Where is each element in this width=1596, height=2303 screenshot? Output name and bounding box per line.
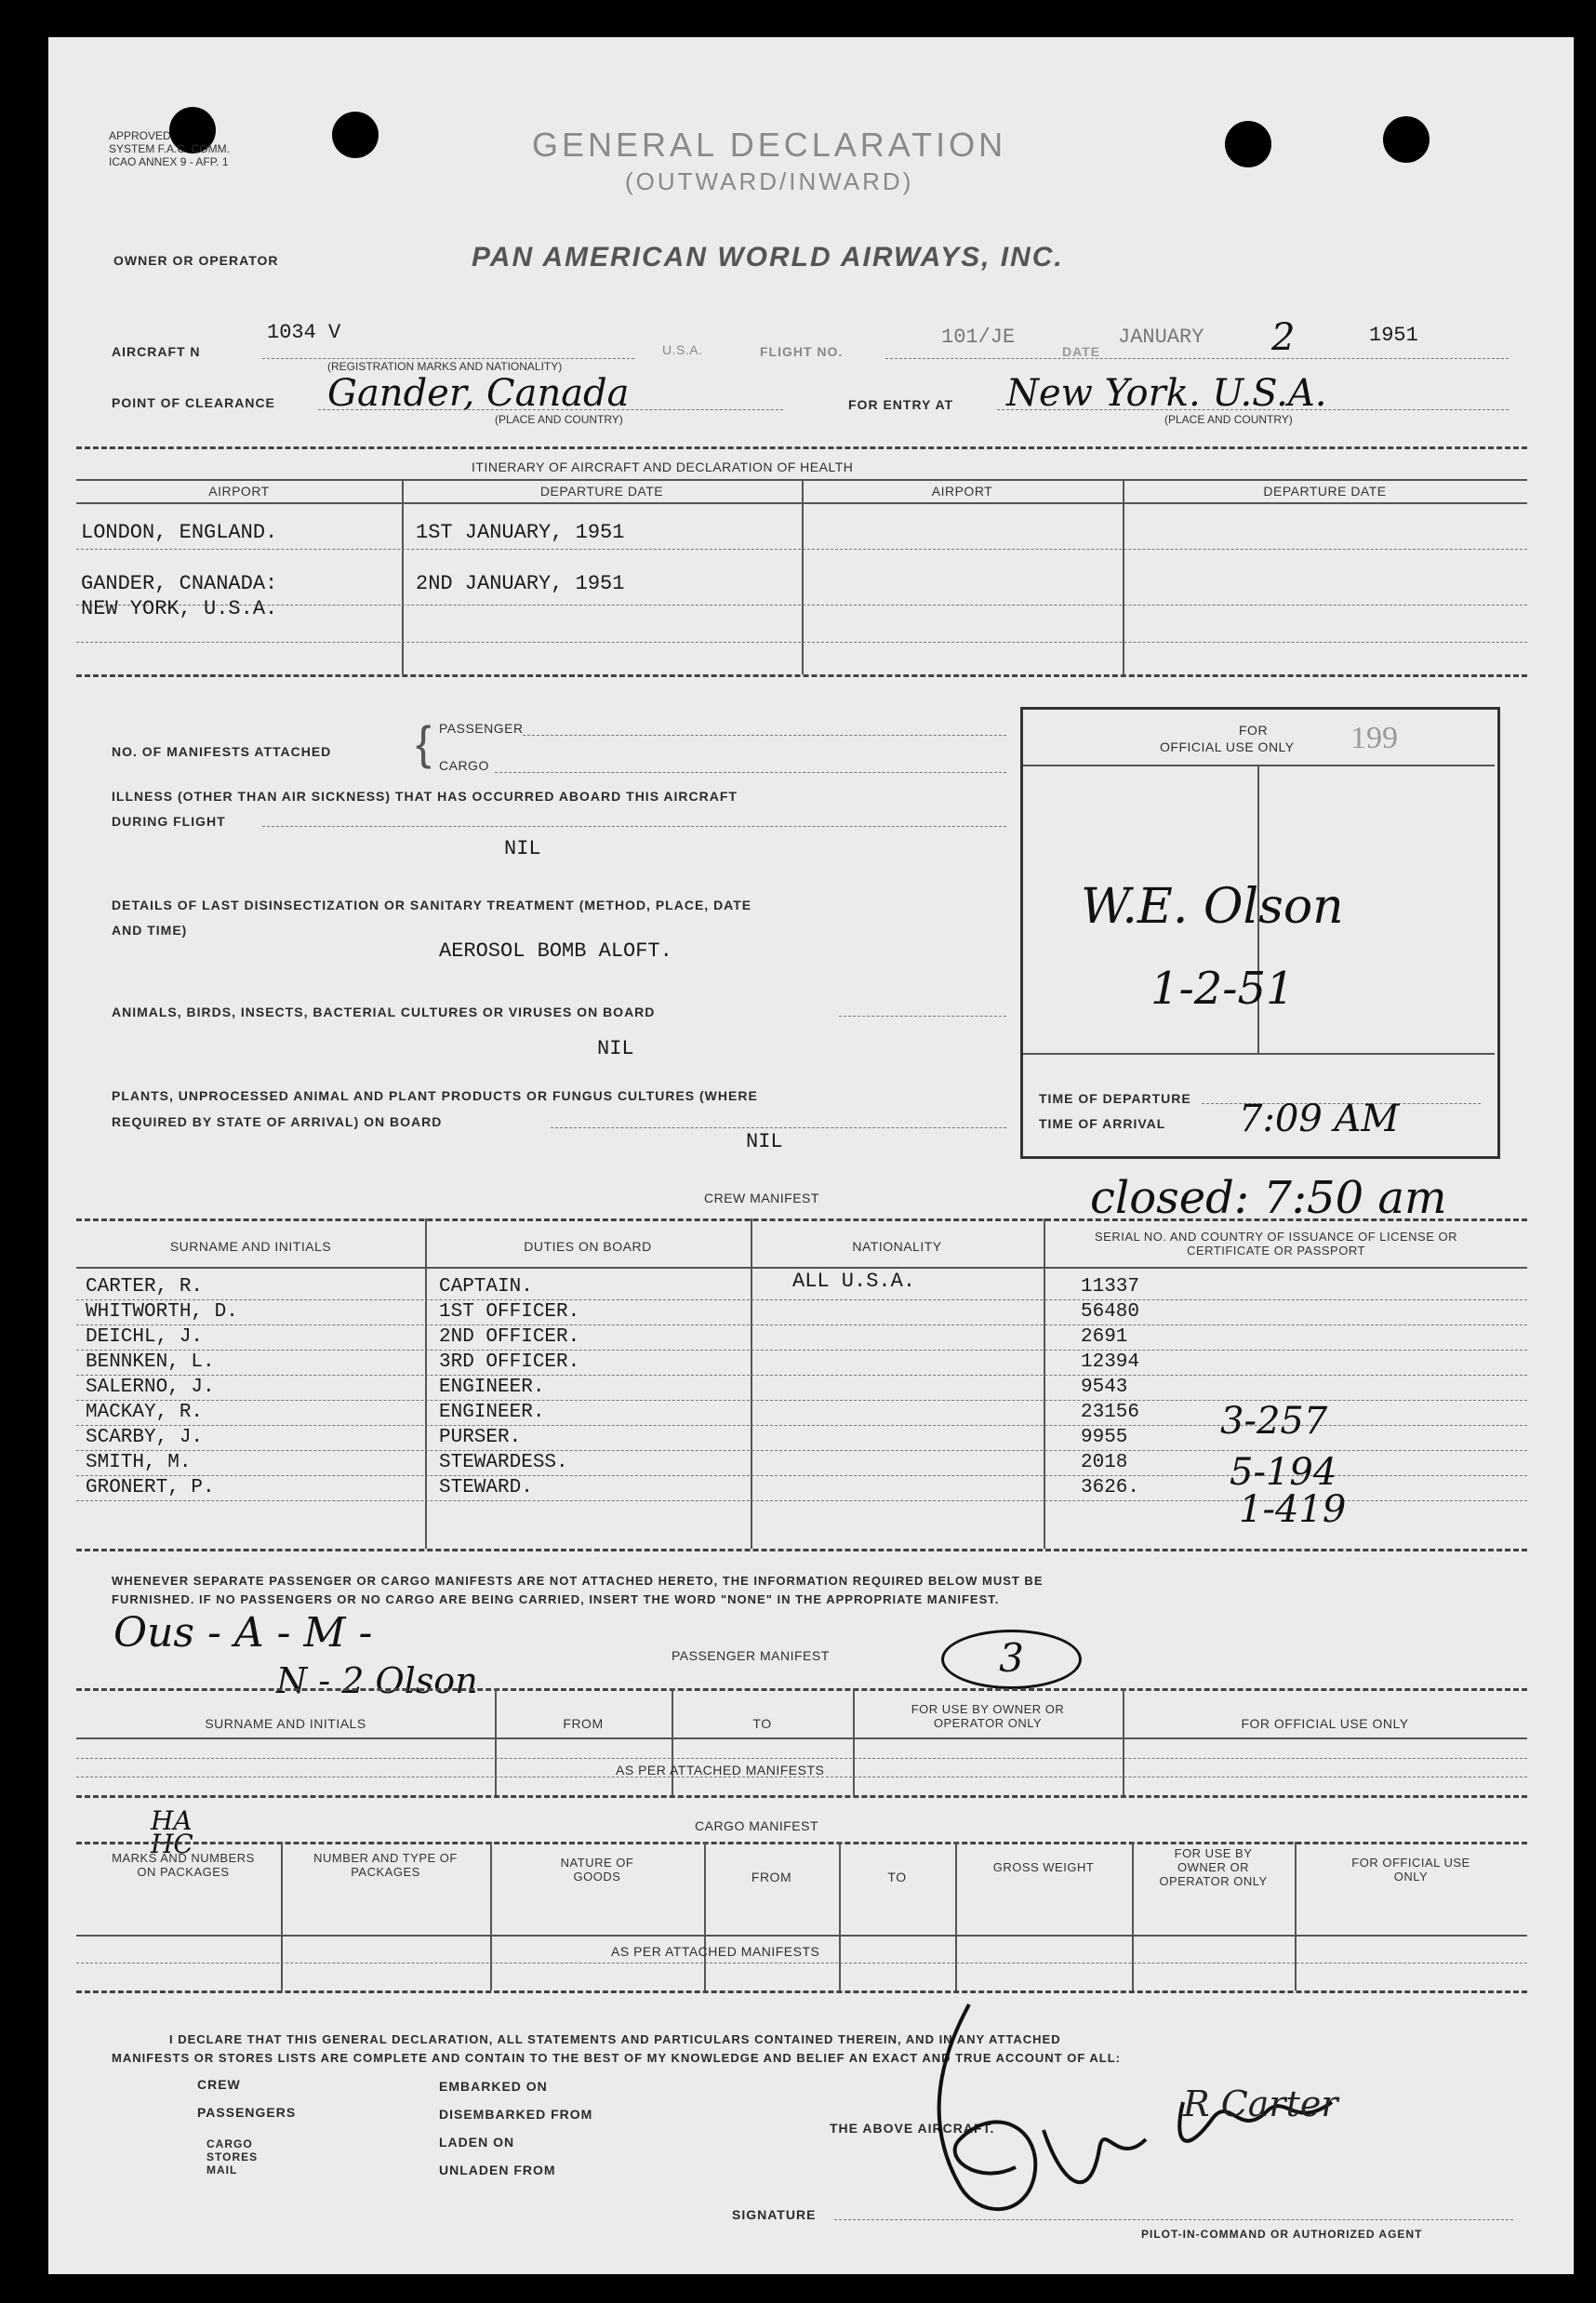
manifests-brace: { — [416, 717, 432, 769]
declaration-aircraft: THE ABOVE AIRCRAFT. — [830, 2121, 995, 2136]
crew-row-serial: 9543 — [1081, 1377, 1128, 1398]
flight-label: FLIGHT NO. — [760, 344, 844, 359]
date-label: DATE — [1062, 344, 1101, 359]
crew-nationality-all: ALL U.S.A. — [792, 1270, 916, 1293]
crew-note-1: 3-257 — [1220, 1400, 1328, 1443]
declaration-sheet — [48, 37, 1574, 2274]
declaration-embarked: EMBARKED ON — [439, 2079, 548, 2094]
official-stamp-number: 199 — [1350, 721, 1398, 755]
arrival-time-value: 7:09 AM — [1239, 1098, 1400, 1140]
passenger-header-name: SURNAME AND INITIALS — [205, 1716, 366, 1731]
crew-row-serial: 9955 — [1081, 1427, 1128, 1448]
crew-row-name: SCARBY, J. — [86, 1427, 204, 1448]
declaration-line-2: MANIFESTS OR STORES LISTS ARE COMPLETE AND CONTAIN TO THE BEST OF MY KNOWLEDGE AND BELIEF AN EXACT AND TRUE ACCOUNT OF ALL: — [112, 2051, 1122, 2065]
cargo-header-number: NUMBER AND TYPE OF PACKAGES — [313, 1851, 458, 1879]
crew-row-serial: 56480 — [1081, 1301, 1140, 1323]
entry-label: FOR ENTRY AT — [848, 397, 954, 412]
manifests-passenger: PASSENGER — [439, 721, 524, 736]
cargo-header-to: TO — [887, 1870, 907, 1884]
manifests-cargo: CARGO — [439, 758, 489, 773]
crew-row-duty: 2ND OFFICER. — [439, 1326, 580, 1348]
cargo-header-weight: GROSS WEIGHT — [992, 1860, 1095, 1874]
cargo-header-official: FOR OFFICIAL USE ONLY — [1351, 1856, 1470, 1884]
form-title: GENERAL DECLARATION — [532, 126, 1007, 164]
cargo-header-from: FROM — [751, 1870, 792, 1884]
punch-hole-right — [1225, 121, 1271, 167]
entry-value: New York. U.S.A. — [1006, 372, 1327, 415]
itinerary-row-2-date: 2ND JANUARY, 1951 — [416, 572, 625, 595]
crew-row-duty: 1ST OFFICER. — [439, 1301, 580, 1323]
crew-row-name: DEICHL, J. — [86, 1326, 204, 1348]
itinerary-header-date-2: DEPARTURE DATE — [1263, 484, 1387, 499]
passenger-header-owner: FOR USE BY OWNER OR OPERATOR ONLY — [911, 1702, 1065, 1730]
itinerary-title: ITINERARY OF AIRCRAFT AND DECLARATION OF HEALTH — [472, 459, 854, 474]
crew-row-name: WHITWORTH, D. — [86, 1301, 238, 1323]
registration-caption: (REGISTRATION MARKS AND NATIONALITY) — [327, 360, 563, 373]
declaration-disembarked: DISEMBARKED FROM — [439, 2107, 593, 2122]
declaration-mail: MAIL — [206, 2163, 238, 2177]
passenger-count-circled: 3 — [941, 1630, 1082, 1689]
aircraft-number: 1034 V — [267, 321, 341, 344]
clearance-caption: (PLACE AND COUNTRY) — [495, 413, 623, 426]
declaration-laden: LADEN ON — [439, 2135, 515, 2150]
crew-header-nationality: NATIONALITY — [852, 1239, 942, 1254]
closed-note: closed: 7:50 am — [1090, 1172, 1447, 1224]
crew-row-duty: STEWARDESS. — [439, 1452, 568, 1473]
crew-row-duty: ENGINEER. — [439, 1377, 545, 1398]
declaration-cargo: CARGO — [206, 2137, 253, 2150]
clearance-label: POINT OF CLEARANCE — [112, 395, 275, 410]
itinerary-row-2-airport: GANDER, CNANADA: — [81, 572, 278, 595]
entry-caption: (PLACE AND COUNTRY) — [1164, 413, 1293, 426]
crew-row-serial: 11337 — [1081, 1276, 1140, 1298]
flight-number: 101/JE — [941, 326, 1016, 349]
disinsect-value: AEROSOL BOMB ALOFT. — [439, 939, 672, 963]
date-year: 1951 — [1369, 324, 1418, 347]
crew-row-serial: 12394 — [1081, 1351, 1140, 1373]
passenger-header-to: TO — [752, 1716, 772, 1731]
crew-row-serial: 23156 — [1081, 1402, 1140, 1423]
official-header-1: FOR — [1239, 723, 1269, 738]
notice-line-1: WHENEVER SEPARATE PASSENGER OR CARGO MANIFESTS ARE NOT ATTACHED HERETO, THE INFORMATION REQUIRED BELOW MUST BE — [112, 1574, 1044, 1588]
passenger-attached: AS PER ATTACHED MANIFESTS — [616, 1763, 825, 1777]
passenger-title: PASSENGER MANIFEST — [672, 1648, 830, 1663]
crew-row-name: GRONERT, P. — [86, 1477, 215, 1498]
crew-row-serial: 3626. — [1081, 1477, 1140, 1498]
disinsect-label: DETAILS OF LAST DISINSECTIZATION OR SANITARY TREATMENT (METHOD, PLACE, DATE — [112, 898, 752, 912]
crew-note-2: 5-194 — [1230, 1451, 1337, 1494]
signature-label: SIGNATURE — [732, 2207, 817, 2222]
itinerary-row-1-date: 1ST JANUARY, 1951 — [416, 521, 625, 544]
pilot-signature-text: R Carter — [1183, 2083, 1338, 2124]
operator-name: PAN AMERICAN WORLD AIRWAYS, INC. — [472, 242, 1064, 273]
punch-hole-right-2 — [1383, 116, 1430, 163]
crew-row-duty: STEWARD. — [439, 1477, 533, 1498]
itinerary-row-3-airport: NEW YORK, U.S.A. — [81, 597, 278, 620]
cargo-attached: AS PER ATTACHED MANIFESTS — [611, 1944, 820, 1959]
cargo-handwritten: HA HC — [151, 1805, 193, 1860]
approval-block: APPROVED SYSTEM F.A.C. COMM. ICAO ANNEX 9 - AFP. 1 — [109, 129, 231, 168]
crew-title: CREW MANIFEST — [704, 1191, 819, 1205]
disinsect-label-2: AND TIME) — [112, 923, 188, 938]
illness-value: NIL — [504, 837, 541, 860]
handwritten-pax-note: Ous - A - M - — [113, 1609, 373, 1657]
declaration-crew: CREW — [197, 2077, 241, 2092]
passenger-header-official: FOR OFFICIAL USE ONLY — [1241, 1716, 1409, 1731]
clearance-value: Gander, Canada — [327, 372, 630, 415]
owner-label: OWNER OR OPERATOR — [113, 253, 279, 268]
passenger-header-from: FROM — [563, 1716, 604, 1731]
plants-value: NIL — [746, 1130, 783, 1153]
manifests-label: NO. OF MANIFESTS ATTACHED — [112, 744, 332, 759]
plants-label-2: REQUIRED BY STATE OF ARRIVAL) ON BOARD — [112, 1114, 443, 1129]
punch-hole-left-2 — [332, 112, 379, 158]
itinerary-row-1-airport: LONDON, ENGLAND. — [81, 521, 278, 544]
itinerary-header-airport-2: AIRPORT — [931, 484, 993, 499]
itinerary-header-airport-1: AIRPORT — [208, 484, 270, 499]
crew-row-serial: 2691 — [1081, 1326, 1128, 1348]
notice-line-2: FURNISHED. IF NO PASSENGERS OR NO CARGO ARE BEING CARRIED, INSERT THE WORD "NONE" IN THE APPROPRIATE MANIFEST. — [112, 1592, 1000, 1606]
cargo-header-nature: NATURE OF GOODS — [560, 1856, 634, 1884]
form-subtitle: (OUTWARD/INWARD) — [625, 167, 914, 195]
crew-row-duty: CAPTAIN. — [439, 1276, 533, 1298]
date-month: JANUARY — [1118, 326, 1204, 349]
crew-row-duty: PURSER. — [439, 1427, 522, 1448]
pilot-caption: PILOT-IN-COMMAND OR AUTHORIZED AGENT — [1141, 2228, 1423, 2241]
official-header-2: OFFICIAL USE ONLY — [1160, 739, 1295, 754]
plants-label: PLANTS, UNPROCESSED ANIMAL AND PLANT PRODUCTS OR FUNGUS CULTURES (WHERE — [112, 1088, 758, 1103]
crew-row-name: SALERNO, J. — [86, 1377, 215, 1398]
declaration-unladen: UNLADEN FROM — [439, 2163, 556, 2177]
crew-header-name: SURNAME AND INITIALS — [169, 1239, 332, 1254]
date-day: 2 — [1271, 316, 1296, 359]
declaration-line-1: I DECLARE THAT THIS GENERAL DECLARATION, ALL STATEMENTS AND PARTICULARS CONTAINED THEREIN, AND IN ANY ATTACHED — [169, 2032, 1061, 2046]
official-signature: W.E. Olson — [1081, 879, 1344, 935]
crew-header-duty: DUTIES ON BOARD — [524, 1239, 652, 1254]
crew-row-name: MACKAY, R. — [86, 1402, 204, 1423]
illness-label: ILLNESS (OTHER THAN AIR SICKNESS) THAT HAS OCCURRED ABOARD THIS AIRCRAFT — [112, 789, 738, 804]
animals-value: NIL — [597, 1037, 634, 1060]
aircraft-nationality: U.S.A. — [662, 342, 703, 357]
crew-row-name: SMITH, M. — [86, 1452, 192, 1473]
arrival-time-label: TIME OF ARRIVAL — [1039, 1116, 1166, 1131]
crew-row-name: CARTER, R. — [86, 1276, 204, 1298]
crew-row-name: BENNKEN, L. — [86, 1351, 215, 1373]
crew-note-3: 1-419 — [1239, 1488, 1347, 1531]
declaration-passengers: PASSENGERS — [197, 2105, 297, 2120]
official-signature-date: 1-2-51 — [1150, 963, 1295, 1015]
illness-label-2: DURING FLIGHT — [112, 814, 226, 829]
crew-row-duty: 3RD OFFICER. — [439, 1351, 580, 1373]
animals-label: ANIMALS, BIRDS, INSECTS, BACTERIAL CULTURES OR VIRUSES ON BOARD — [112, 1005, 656, 1019]
aircraft-label: AIRCRAFT N — [112, 344, 201, 359]
crew-row-serial: 2018 — [1081, 1452, 1128, 1473]
declaration-stores: STORES — [206, 2150, 259, 2163]
itinerary-header-date-1: DEPARTURE DATE — [539, 484, 664, 499]
crew-row-duty: ENGINEER. — [439, 1402, 545, 1423]
cargo-header-marks: MARKS AND NUMBERS ON PACKAGES — [112, 1851, 255, 1879]
departure-time-label: TIME OF DEPARTURE — [1039, 1091, 1191, 1106]
cargo-title: CARGO MANIFEST — [695, 1818, 819, 1833]
cargo-header-owner: FOR USE BY OWNER OR OPERATOR ONLY — [1159, 1846, 1268, 1888]
handwritten-pax-note-2: N - 2 Olson — [276, 1660, 478, 1701]
crew-header-serial: SERIAL NO. AND COUNTRY OF ISSUANCE OF LICENSE OR CERTIFICATE OR PASSPORT — [1095, 1230, 1457, 1258]
